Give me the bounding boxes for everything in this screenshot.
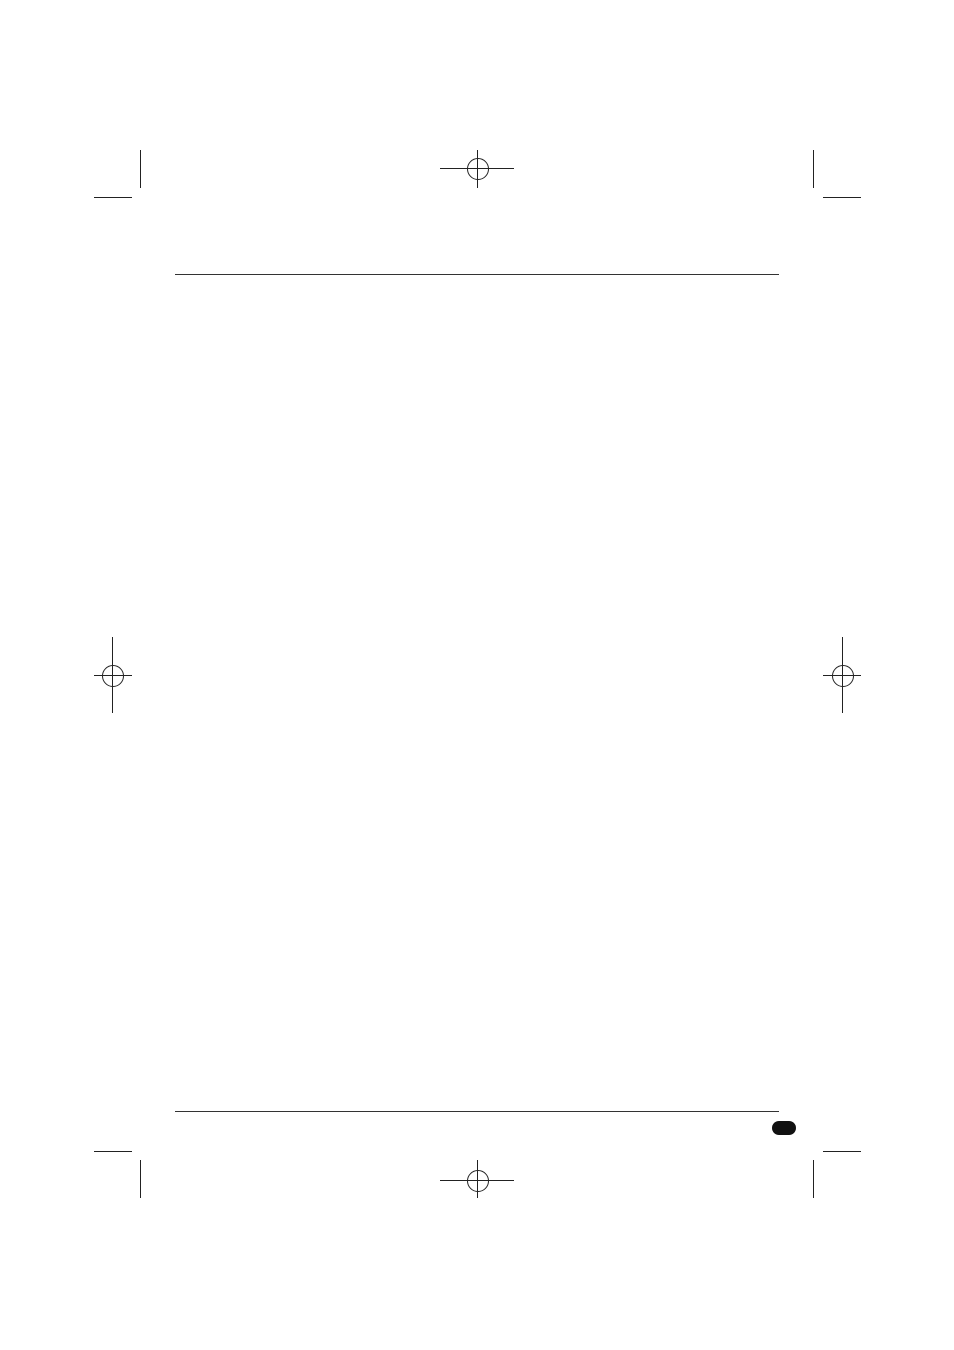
toc-title-row (175, 240, 779, 275)
table-of-contents (175, 287, 779, 291)
language-badge (772, 1121, 796, 1135)
footnote-divider (175, 1111, 779, 1112)
